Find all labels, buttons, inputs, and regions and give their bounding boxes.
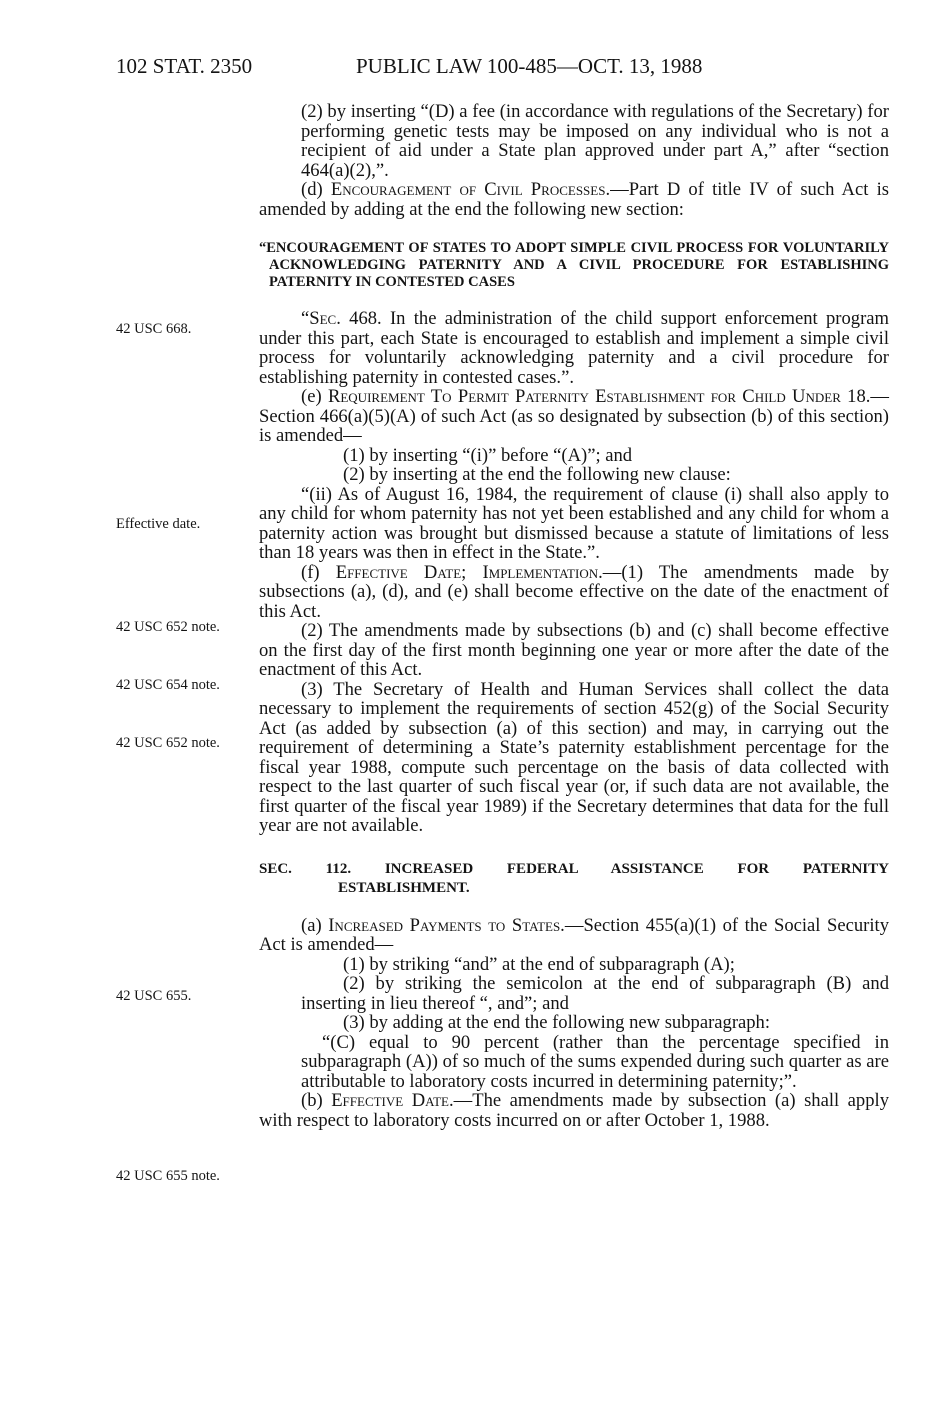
subsection-f <box>259 563 889 622</box>
subsection-label: (e) <box>301 386 328 407</box>
margin-note: 42 USC 668. <box>116 321 192 337</box>
paragraph-e2: (2) by inserting at the end the following new clause: <box>343 464 731 485</box>
margin-note: 42 USC 654 note. <box>116 677 220 693</box>
subsection-d <box>259 180 889 219</box>
margin-note: 42 USC 655 note. <box>116 1168 220 1184</box>
paragraph-a1: (1) by striking “and” at the end of subparagraph (A); <box>343 953 735 975</box>
subsection-text: —Part D of title IV of such Act is amended by adding at the end the following new section: <box>259 179 889 220</box>
subsection-a <box>259 916 889 955</box>
subsection-heading: Effective Date. <box>331 1090 454 1111</box>
paragraph-f2: (2) The amendments made by subsections (b) and (c) shall become effective on the first day of the first month beginning one year or more after the date of the enactment of this Act. <box>259 620 889 680</box>
paragraph-e1: (1) by inserting “(i)” before “(A)”; and <box>343 444 633 466</box>
margin-note: 42 USC 652 note. <box>116 735 220 751</box>
subsection-label: (a) <box>301 914 329 936</box>
subsection-label: (b) <box>301 1090 332 1111</box>
page-header <box>116 54 703 79</box>
paragraph-a2: (2) by striking the semicolon at the end of subparagraph (B) and inserting in lieu thereof “, and”; and <box>301 973 889 1014</box>
margin-note: Effective date. <box>116 516 201 532</box>
subsection-heading: Effective Date; Implementation. <box>335 561 603 583</box>
document-body <box>259 102 889 1130</box>
law-title: PUBLIC LAW 100-485—OCT. 13, 1988 <box>356 54 703 78</box>
paragraph-c2: (2) by inserting “(D) a fee (in accordance with regulations of the Secretary) for performing genetic tests may be imposed on any individual who is not a recipient of aid under a State plan approved under part A,” after “section 464(a)(2),”. <box>301 101 889 181</box>
subsection-text: —Section 455(a)(1) of the Social Security Act is amended— <box>259 914 889 955</box>
section-text: In the administration of the child support enforcement program under this part, each State is encouraged to establish and implement a simple civil process for voluntarily acknowledging paternity and a civil procedure for establishing paternity in contested cases.”. <box>259 308 889 388</box>
paragraph-a3: (3) by adding at the end the following new subparagraph: <box>343 1012 771 1033</box>
subsection-text: —The amendments made by subsection (a) shall apply with respect to laboratory costs incurred on or after October 1, 1988. <box>259 1090 889 1131</box>
section-label: “Sec. 468. <box>301 308 382 329</box>
clause-ii: “(ii) As of August 16, 1984, the requirement of clause (i) shall also apply to any child for whom paternity has not yet been established and any child for whom a paternity action was brought but dismissed because a statute of limitations of less than 18 years was then in effect in the State.”. <box>259 483 889 563</box>
section-112-heading-cont: ESTABLISHMENT. <box>338 879 470 896</box>
subsection-b <box>259 1091 889 1130</box>
subsection-label: (f) <box>301 561 336 583</box>
subsection-heading: Encouragement of Civil Processes. <box>330 179 611 200</box>
subsection-heading: Requirement To Permit Paternity Establishment for Child Under <box>327 386 841 407</box>
subsection-e <box>259 387 889 446</box>
subsection-text: 18.—Section 466(a)(5)(A) of such Act (as so designated by subsection (b) of this section) is amended— <box>259 386 890 446</box>
subsection-text: —(1) The amendments made by subsections (a), (d), and (e) shall become effective on the date of the enactment of this Act. <box>259 561 889 622</box>
section-468 <box>259 309 889 387</box>
page-reference: 102 STAT. 2350 <box>116 54 253 78</box>
subsection-heading: Increased Payments to States. <box>328 914 565 936</box>
margin-note: 42 USC 655. <box>116 988 192 1004</box>
subparagraph-c: “(C) equal to 90 percent (rather than the percentage specified in subparagraph (A)) of so much of the sums expended during such quarter as are attributable to laboratory costs incurred in determining paternity;”. <box>301 1031 889 1092</box>
margin-note: 42 USC 652 note. <box>116 619 220 635</box>
paragraph-f3: (3) The Secretary of Health and Human Services shall collect the data necessary to implement the requirements of section 452(g) of the Social Security Act (as added by subsection (a) of this section) and may, in carrying out the requirement of determining a State’s paternity establishment percentage for the fiscal year 1988, compute such percentage on the basis of data collected with respect to the last quarter of such fiscal year (or, if such data are not available, the first quarter of the fiscal year 1989) if the Secretary determines that data for the full year are not available. <box>259 678 889 836</box>
section-heading: “ENCOURAGEMENT OF STATES TO ADOPT SIMPLE CIVIL PROCESS FOR VOLUNTARILY ACKNOWLEDGING PATERNITY AND A CIVIL PROCEDURE FOR ESTABLISHING PATERNITY IN CONTESTED CASES <box>259 240 889 290</box>
subsection-label: (d) <box>301 179 331 200</box>
section-112-heading: SEC. 112. INCREASED FEDERAL ASSISTANCE FOR PATERNITY <box>259 860 889 877</box>
